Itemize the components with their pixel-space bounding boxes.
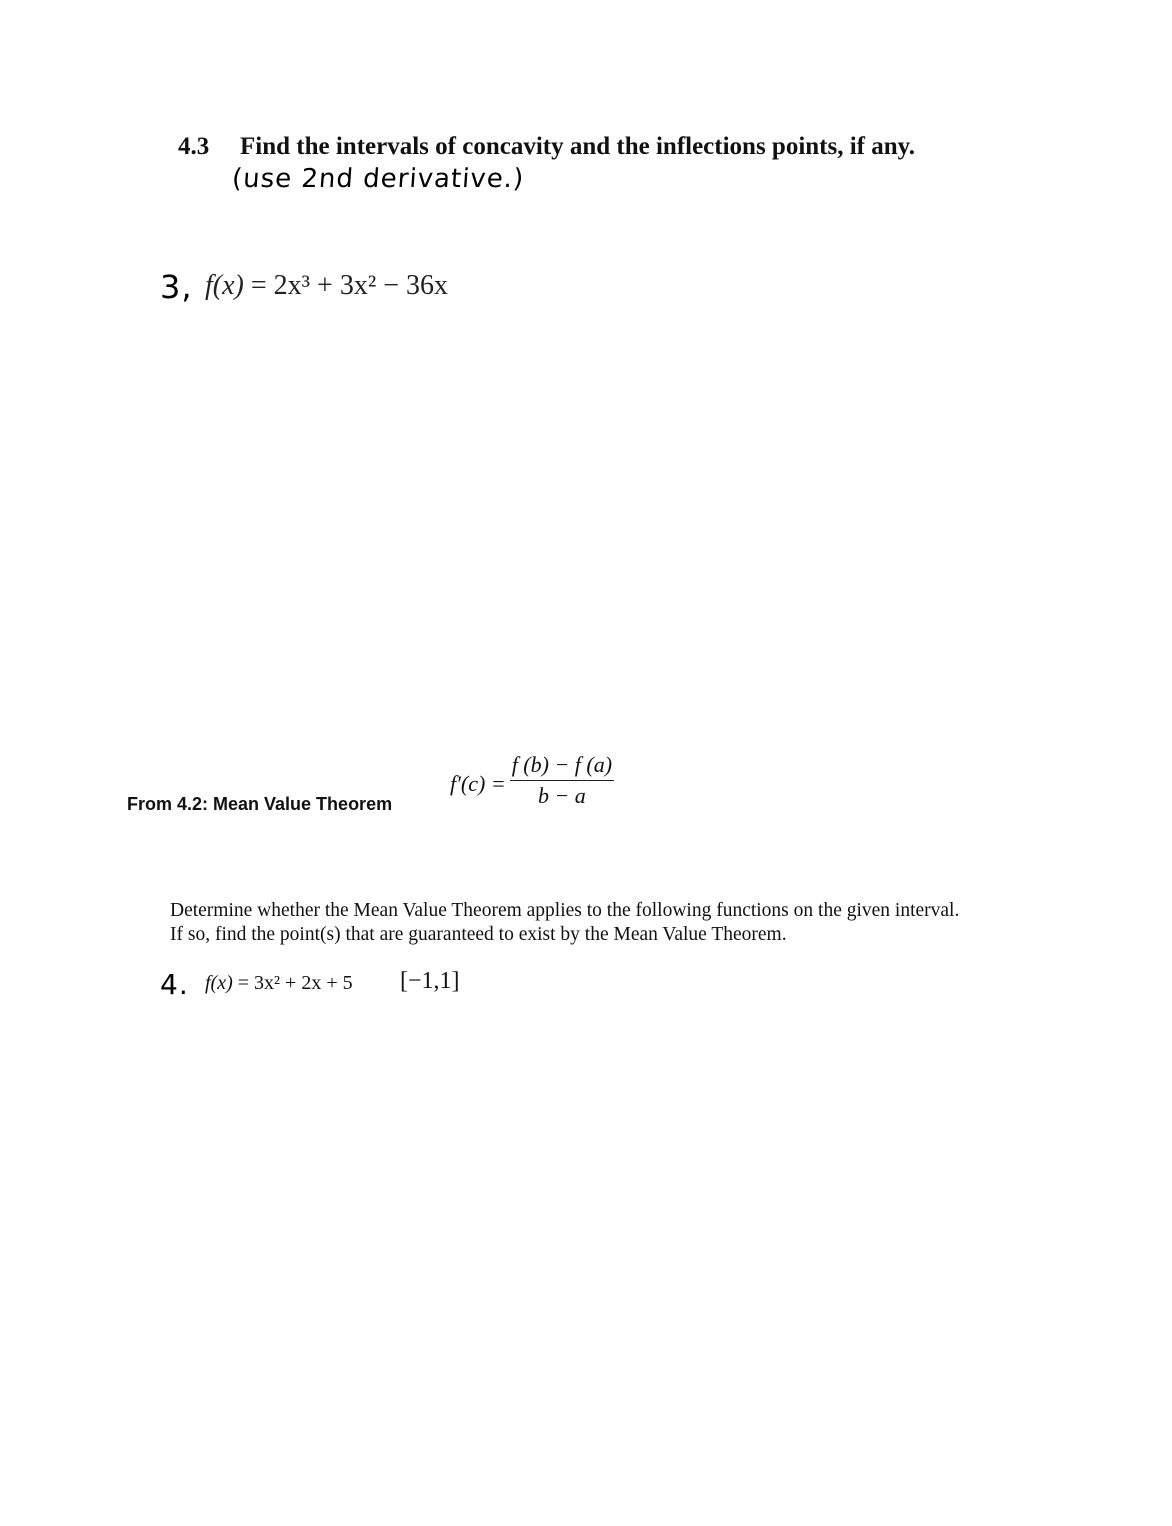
problem-4-number: 4. <box>160 968 189 1001</box>
problem-4-function-body: = 3x² + 2x + 5 <box>237 972 353 994</box>
problem-4-interval: [−1,1] <box>400 968 460 994</box>
mvt-numerator: f (b) − f (a) <box>510 752 614 781</box>
problem-3-number: 3, <box>160 268 193 306</box>
problem-4-function-name: f(x) <box>205 972 233 994</box>
problem-3-equation <box>205 270 448 302</box>
mvt-formula <box>450 752 614 809</box>
mvt-from-label: From 4.2: Mean Value Theorem <box>127 794 393 814</box>
mvt-formula-lhs: f′(c) = <box>450 770 506 796</box>
mvt-instructions: Determine whether the Mean Value Theorem applies to the following functions on the given interval. If so, find the point(s) that are guaranteed to exist by the Mean Value Theorem. <box>170 900 960 945</box>
problem-3-function-name: f(x) <box>205 270 244 301</box>
mvt-fraction <box>510 752 614 809</box>
section-title: Find the intervals of concavity and the inflections points, if any. <box>240 133 916 160</box>
section-number: 4.3 <box>178 133 210 160</box>
mvt-denominator: b − a <box>537 783 586 808</box>
handwritten-note: (use 2nd derivative.) <box>230 164 526 194</box>
problem-4-equation <box>205 972 353 995</box>
problem-3-function-body: = 2x³ + 3x² − 36x <box>250 270 449 301</box>
